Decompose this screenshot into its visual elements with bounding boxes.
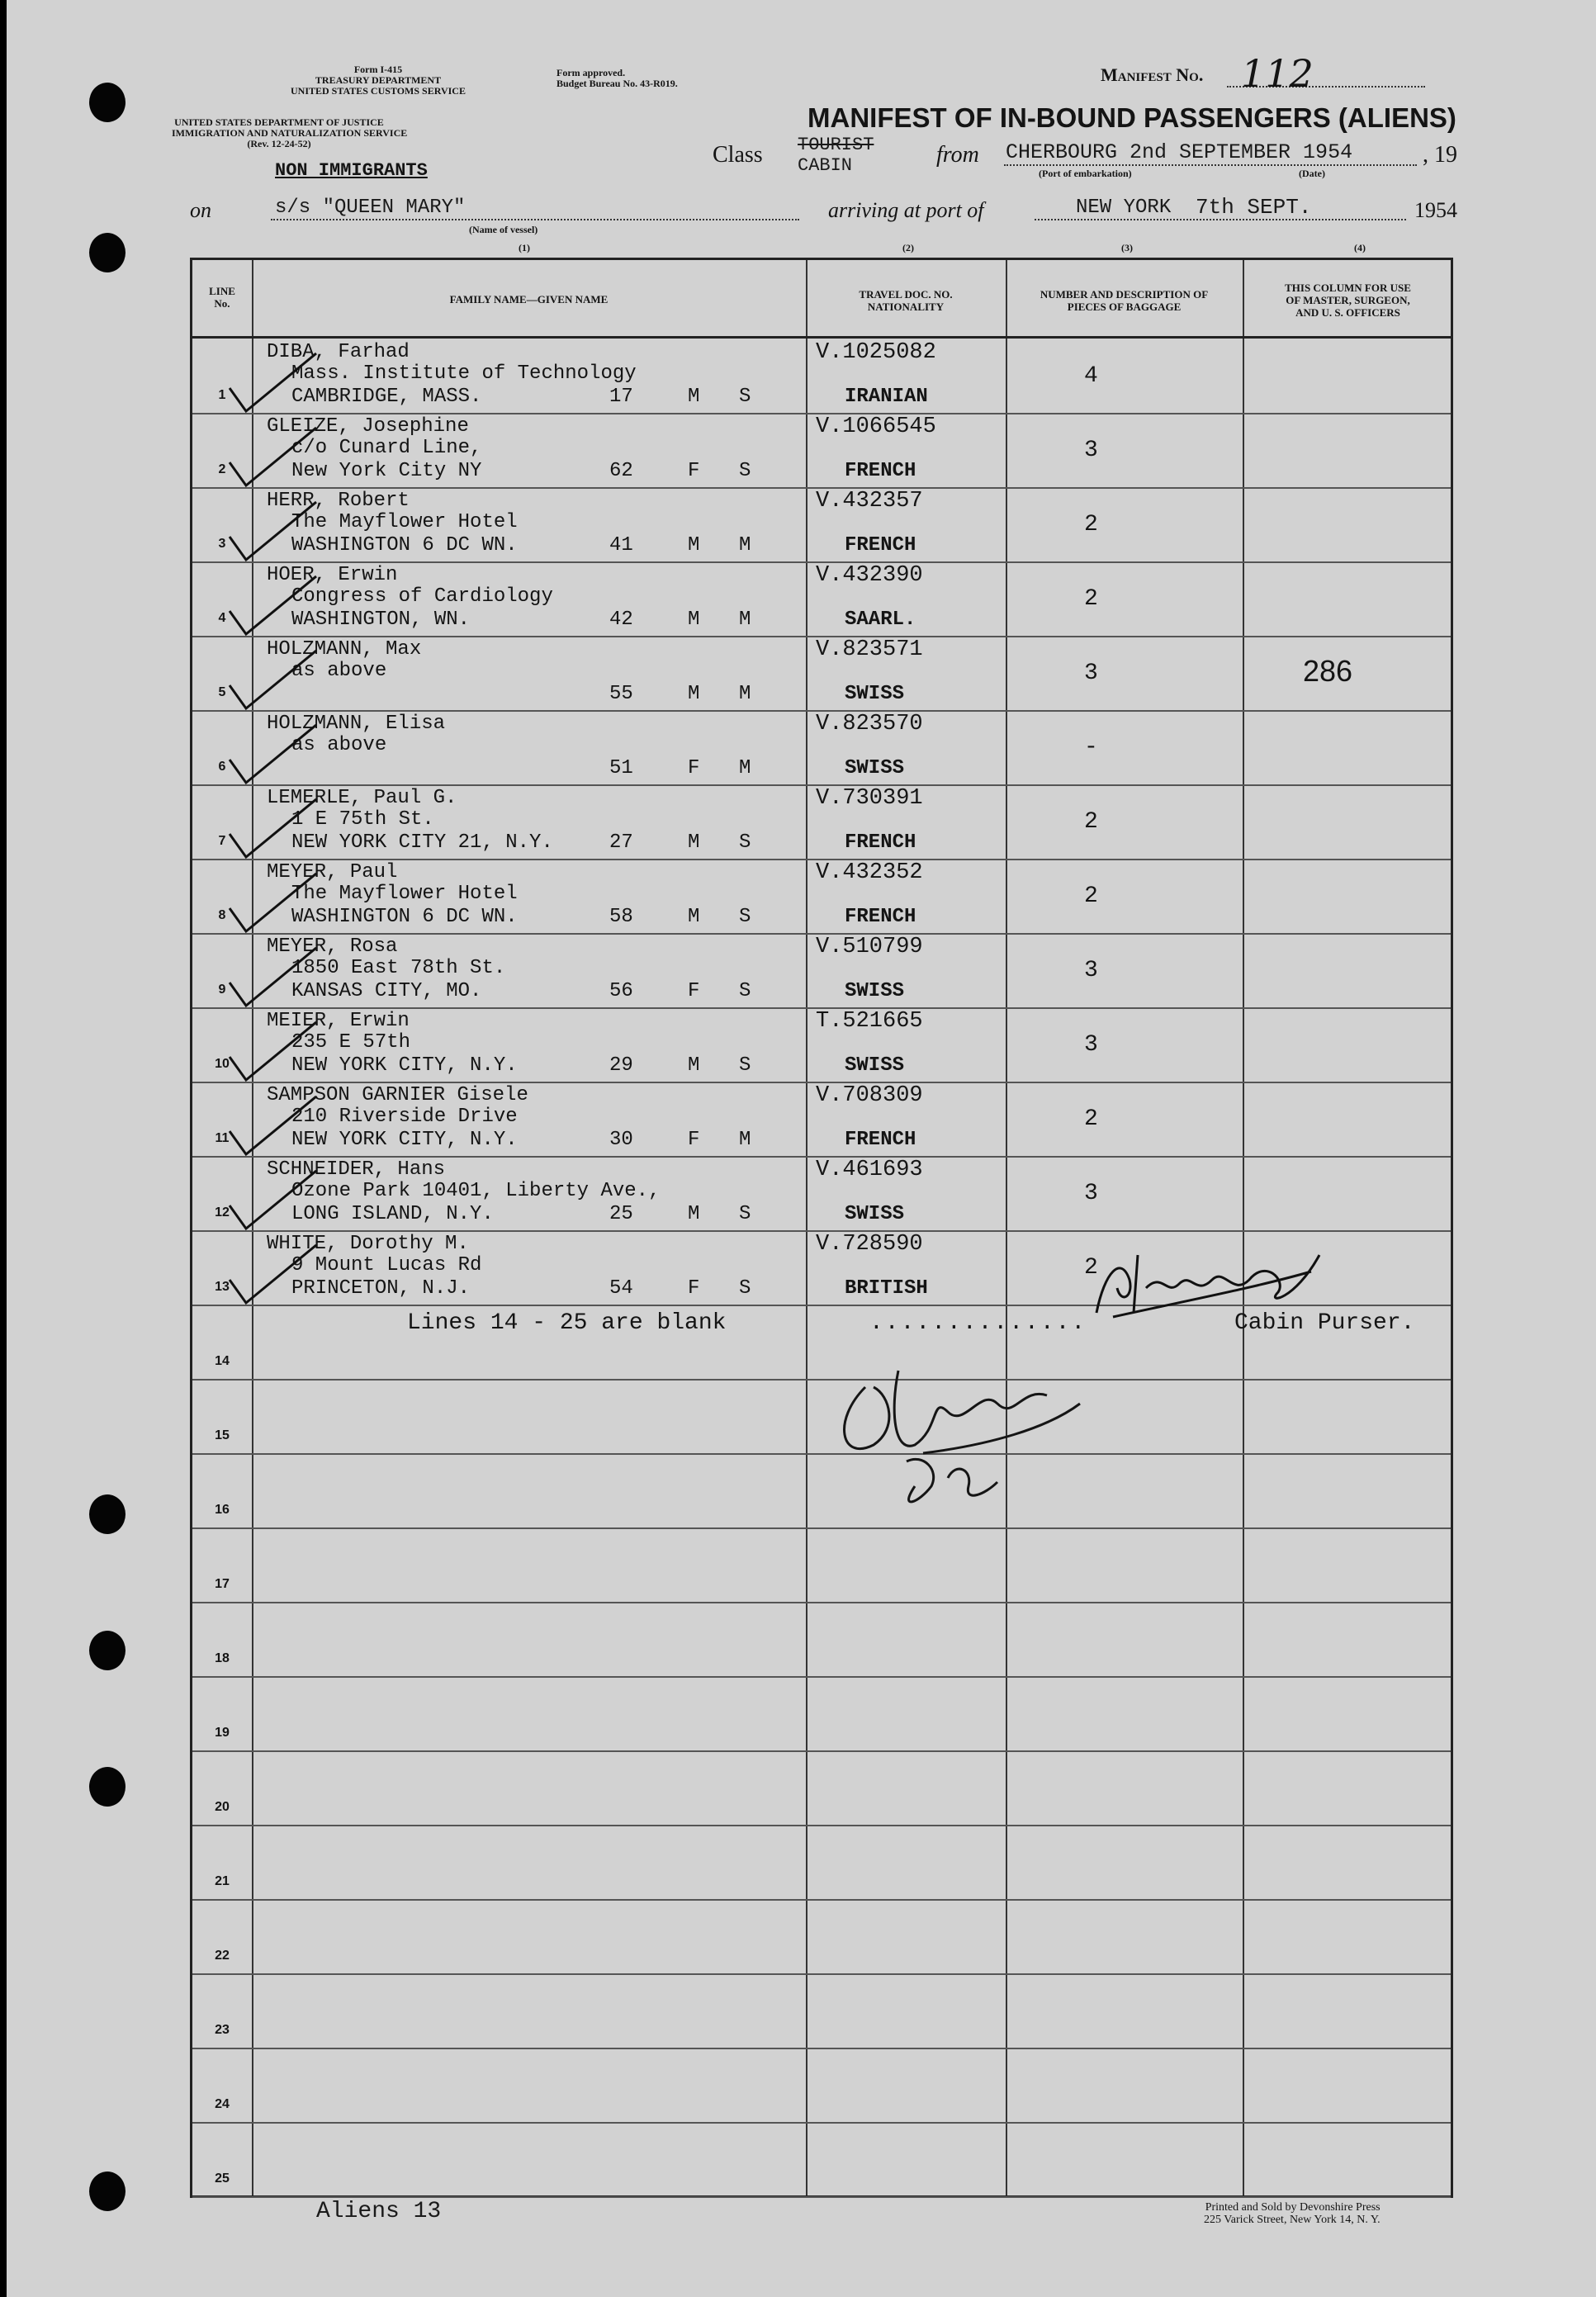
passenger-name: SAMPSON GARNIER Gisele <box>267 1084 528 1106</box>
travel-doc-number: V.708309 <box>816 1083 923 1108</box>
travel-doc-number: V.730391 <box>816 786 923 811</box>
marital-status: S <box>739 1054 751 1077</box>
sex: M <box>688 683 700 705</box>
check-mark-icon <box>225 644 324 718</box>
date-caption: (Date) <box>1299 168 1325 179</box>
service: UNITED STATES CUSTOMS SERVICE <box>291 85 466 97</box>
check-mark-icon <box>225 793 324 867</box>
nationality: SAARL. <box>845 609 916 631</box>
purser-dots: .............. <box>869 1310 1087 1336</box>
punch-hole <box>89 1494 126 1534</box>
address-line-1: 235 E 57th <box>291 1031 411 1054</box>
age: 54 <box>609 1277 633 1300</box>
marital-status: M <box>739 609 751 631</box>
arrival-line <box>1035 219 1406 222</box>
line-number: 1 <box>218 388 226 402</box>
baggage-count: 3 <box>1084 1181 1098 1206</box>
page-title: MANIFEST OF IN-BOUND PASSENGERS (ALIENS) <box>807 102 1456 133</box>
row-divider <box>192 2122 1451 2124</box>
row-divider <box>192 1602 1451 1603</box>
address-line-1: 9 Mount Lucas Rd <box>291 1254 482 1276</box>
nationality: SWISS <box>845 757 905 779</box>
address-line-1: as above <box>291 660 387 682</box>
address-line-1: Congress of Cardiology <box>291 585 553 608</box>
travel-doc-number: V.432357 <box>816 489 923 514</box>
travel-doc-number: V.510799 <box>816 935 923 959</box>
marital-status: M <box>739 534 751 556</box>
marital-status: M <box>739 1129 751 1151</box>
passenger-name: HOLZMANN, Elisa <box>267 713 446 735</box>
line-number: 13 <box>215 1280 230 1294</box>
nationality: IRANIAN <box>845 386 928 408</box>
line-number: 22 <box>215 1949 230 1963</box>
marital-status: S <box>739 460 751 482</box>
check-mark-icon <box>225 421 324 495</box>
row-divider <box>192 1527 1451 1529</box>
age: 25 <box>609 1203 633 1225</box>
row-divider <box>192 2196 1451 2198</box>
printer-note <box>1204 2201 1381 2226</box>
address-line-2: NEW YORK CITY, N.Y. <box>291 1129 518 1151</box>
check-mark-icon <box>225 495 324 570</box>
department: TREASURY DEPARTMENT <box>315 74 442 86</box>
nationality: SWISS <box>845 683 905 705</box>
age: 62 <box>609 460 633 482</box>
blank-lines-note: Lines 14 - 25 are blank <box>407 1310 727 1336</box>
punch-hole <box>89 1631 126 1670</box>
line-number: 7 <box>218 834 226 848</box>
check-mark-icon <box>225 570 324 644</box>
sex: M <box>688 1203 700 1225</box>
baggage-count: 4 <box>1084 363 1098 389</box>
col-baggage: NUMBER AND DESCRIPTION OF PIECES OF BAGGAGE <box>1040 288 1209 313</box>
line-number: 15 <box>215 1428 230 1442</box>
age: 58 <box>609 906 633 928</box>
passenger-name: GLEIZE, Josephine <box>267 415 469 438</box>
line-number: 11 <box>215 1131 230 1145</box>
header-rule <box>192 336 1451 339</box>
baggage-count: 3 <box>1084 661 1098 686</box>
line-number: 17 <box>215 1577 230 1591</box>
passenger-name: HERR, Robert <box>267 490 410 512</box>
ins-service: IMMIGRATION AND NATURALIZATION SERVICE <box>172 127 408 139</box>
address-line-2: CAMBRIDGE, MASS. <box>291 386 482 408</box>
check-mark-icon <box>225 1090 324 1164</box>
nationality: FRENCH <box>845 460 916 482</box>
col-index-4: (4) <box>1354 242 1366 253</box>
travel-doc-number: V.432352 <box>816 860 923 885</box>
nationality: SWISS <box>845 1054 905 1077</box>
baggage-count: - <box>1084 735 1098 760</box>
age: 29 <box>609 1054 633 1077</box>
row-divider <box>192 1379 1451 1381</box>
vessel-name: s/s "QUEEN MARY" <box>275 197 466 219</box>
age: 30 <box>609 1129 633 1151</box>
row-divider <box>192 1973 1451 1975</box>
address-line-1: Mass. Institute of Technology <box>291 362 637 385</box>
travel-doc-number: V.461693 <box>816 1158 923 1182</box>
manifest-page <box>7 0 1596 2297</box>
line-number: 4 <box>218 611 226 625</box>
sex: M <box>688 906 700 928</box>
age: 27 <box>609 831 633 854</box>
justice-block <box>172 116 408 149</box>
baggage-count: 3 <box>1084 1032 1098 1058</box>
col-name: FAMILY NAME—GIVEN NAME <box>449 293 609 305</box>
col-line-no: LINE No. <box>209 285 235 310</box>
row-divider <box>192 1825 1451 1826</box>
vessel-caption: (Name of vessel) <box>469 224 538 235</box>
marital-status: S <box>739 386 751 408</box>
arrival-year: 1954 <box>1414 198 1457 222</box>
marital-status: S <box>739 1203 751 1225</box>
passenger-name: MEYER, Paul <box>267 861 398 883</box>
manifest-no-label: Manifest No. <box>1101 64 1204 85</box>
revision: (Rev. 12-24-52) <box>247 138 311 149</box>
sex: M <box>688 534 700 556</box>
manifest-number: 112 <box>1241 51 1314 96</box>
marital-status: M <box>739 683 751 705</box>
officer-signature <box>824 1338 1088 1527</box>
nationality: SWISS <box>845 1203 905 1225</box>
class-value: CABIN <box>798 155 853 176</box>
approved-text: Form approved. <box>556 67 626 78</box>
address-line-1: as above <box>291 734 387 756</box>
printer-line-2: 225 Varick Street, New York 14, N. Y. <box>1204 2214 1381 2226</box>
travel-doc-number: V.823571 <box>816 637 923 662</box>
address-line-1: The Mayflower Hotel <box>291 511 518 533</box>
year-prefix: , 19 <box>1423 142 1457 168</box>
check-mark-icon <box>225 867 324 941</box>
baggage-count: 2 <box>1084 1106 1098 1132</box>
marital-status: S <box>739 831 751 854</box>
baggage-count: 3 <box>1084 438 1098 463</box>
check-mark-icon <box>225 1164 324 1238</box>
travel-doc-number: V.432390 <box>816 563 923 588</box>
nationality: FRENCH <box>845 534 916 556</box>
form-approved <box>556 68 678 89</box>
passenger-name: MEYER, Rosa <box>267 935 398 958</box>
sex: F <box>688 757 700 779</box>
row-divider <box>192 1676 1451 1678</box>
sex: F <box>688 980 700 1002</box>
form-number: Form I-415 <box>353 64 403 75</box>
address-line-2: NEW YORK CITY 21, N.Y. <box>291 831 553 854</box>
line-number: 23 <box>215 2023 230 2037</box>
form-id-block <box>279 64 477 97</box>
marital-status: M <box>739 757 751 779</box>
address-line-1: c/o Cunard Line, <box>291 437 482 459</box>
nationality: SWISS <box>845 980 905 1002</box>
address-line-1: 1850 East 78th St. <box>291 957 506 979</box>
passenger-name: MEIER, Erwin <box>267 1010 410 1032</box>
punch-hole <box>89 83 126 122</box>
sex: F <box>688 460 700 482</box>
arrival-port: NEW YORK <box>1076 197 1172 219</box>
printer-line-1: Printed and Sold by Devonshire Press <box>1205 2201 1381 2214</box>
passenger-name: SCHNEIDER, Hans <box>267 1158 446 1181</box>
line-number: 9 <box>218 983 226 997</box>
officer-note: 286 <box>1303 654 1353 688</box>
baggage-count: 2 <box>1084 586 1098 612</box>
line-number: 18 <box>215 1651 230 1665</box>
nationality: FRENCH <box>845 831 916 854</box>
row-divider <box>192 1453 1451 1455</box>
col-index-2: (2) <box>902 242 914 253</box>
line-number: 5 <box>218 685 226 699</box>
line-number: 14 <box>215 1354 230 1368</box>
punch-hole <box>89 233 126 272</box>
col-index-1: (1) <box>519 242 530 253</box>
travel-doc-number: V.1025082 <box>816 340 936 365</box>
travel-doc-number: V.728590 <box>816 1232 923 1257</box>
check-mark-icon <box>225 941 324 1016</box>
arriving-label: arriving at port of <box>828 198 984 222</box>
line-number: 10 <box>215 1057 230 1071</box>
passenger-name: HOER, Erwin <box>267 564 398 586</box>
sex: M <box>688 1054 700 1077</box>
age: 56 <box>609 980 633 1002</box>
col-officers: THIS COLUMN FOR USE OF MASTER, SURGEON, AND U. S. OFFICERS <box>1285 282 1411 319</box>
age: 41 <box>609 534 633 556</box>
arrival-date: 7th SEPT. <box>1196 195 1312 220</box>
col-travel-doc: TRAVEL DOC. NO. NATIONALITY <box>859 288 953 313</box>
line-number: 6 <box>218 760 226 774</box>
col-divider <box>1006 260 1007 2195</box>
line-number: 24 <box>215 2097 230 2111</box>
address-line-2: KANSAS CITY, MO. <box>291 980 482 1002</box>
justice-dept: UNITED STATES DEPARTMENT OF JUSTICE <box>174 116 384 128</box>
sex: M <box>688 831 700 854</box>
check-mark-icon <box>225 718 324 793</box>
nationality: FRENCH <box>845 1129 916 1151</box>
class-struck: TOURIST <box>798 135 874 155</box>
address-line-1: The Mayflower Hotel <box>291 883 518 905</box>
aliens-count: Aliens 13 <box>316 2199 442 2224</box>
address-line-2: NEW YORK CITY, N.Y. <box>291 1054 518 1077</box>
travel-doc-number: V.823570 <box>816 712 923 736</box>
line-number: 8 <box>218 908 226 922</box>
address-line-2: WASHINGTON 6 DC WN. <box>291 906 518 928</box>
address-line-2: LONG ISLAND, N.Y. <box>291 1203 494 1225</box>
address-line-2: New York City NY <box>291 460 482 482</box>
nationality: BRITISH <box>845 1277 928 1300</box>
marital-status: S <box>739 980 751 1002</box>
nationality: FRENCH <box>845 906 916 928</box>
purser-signature <box>1088 1222 1336 1329</box>
class-label: Class <box>713 142 763 168</box>
address-line-1: Ozone Park 10401, Liberty Ave., <box>291 1180 661 1202</box>
vessel-line <box>271 219 799 222</box>
baggage-count: 2 <box>1084 883 1098 909</box>
marital-status: S <box>739 906 751 928</box>
row-divider <box>192 2048 1451 2049</box>
embarkation-port: CHERBOURG 2nd SEPTEMBER 1954 <box>1006 140 1353 164</box>
age: 17 <box>609 386 633 408</box>
punch-hole <box>89 2171 126 2211</box>
address-line-2: WASHINGTON, WN. <box>291 609 471 631</box>
address-line-2: PRINCETON, N.J. <box>291 1277 471 1300</box>
travel-doc-number: V.1066545 <box>816 414 936 439</box>
travel-doc-number: T.521665 <box>816 1009 923 1034</box>
address-line-1: 1 E 75th St. <box>291 808 434 831</box>
age: 51 <box>609 757 633 779</box>
row-divider <box>192 1899 1451 1901</box>
passenger-name: HOLZMANN, Max <box>267 638 422 661</box>
col-divider <box>806 260 807 2195</box>
line-number: 2 <box>218 462 226 476</box>
baggage-count: 2 <box>1084 1255 1098 1281</box>
from-label: from <box>936 142 979 168</box>
address-line-2: WASHINGTON 6 DC WN. <box>291 534 518 556</box>
baggage-count: 3 <box>1084 958 1098 983</box>
line-number: 19 <box>215 1726 230 1740</box>
passenger-name: LEMERLE, Paul G. <box>267 787 457 809</box>
line-number: 25 <box>215 2171 230 2186</box>
line-number: 16 <box>215 1503 230 1517</box>
on-label: on <box>190 198 211 222</box>
budget-bureau: Budget Bureau No. 43-R019. <box>556 78 678 89</box>
row-divider <box>192 1750 1451 1752</box>
sex: M <box>688 609 700 631</box>
check-mark-icon <box>225 1016 324 1090</box>
check-mark-icon <box>225 1238 324 1313</box>
line-number: 12 <box>215 1205 230 1220</box>
passenger-name: WHITE, Dorothy M. <box>267 1233 469 1255</box>
punch-hole <box>89 1767 126 1807</box>
col-index-3: (3) <box>1121 242 1133 253</box>
age: 55 <box>609 683 633 705</box>
purser-label: Cabin Purser. <box>1234 1310 1415 1336</box>
baggage-count: 2 <box>1084 512 1098 538</box>
baggage-count: 2 <box>1084 809 1098 835</box>
check-mark-icon <box>225 347 324 421</box>
address-line-1: 210 Riverside Drive <box>291 1106 518 1128</box>
marital-status: S <box>739 1277 751 1300</box>
passenger-name: DIBA, Farhad <box>267 341 410 363</box>
line-number: 20 <box>215 1800 230 1814</box>
sex: F <box>688 1277 700 1300</box>
sex: F <box>688 1129 700 1151</box>
line-number: 21 <box>215 1874 230 1888</box>
port-caption: (Port of embarkation) <box>1039 168 1132 179</box>
sex: M <box>688 386 700 408</box>
line-number: 3 <box>218 537 226 551</box>
age: 42 <box>609 609 633 631</box>
non-immigrants: NON IMMIGRANTS <box>275 160 428 181</box>
